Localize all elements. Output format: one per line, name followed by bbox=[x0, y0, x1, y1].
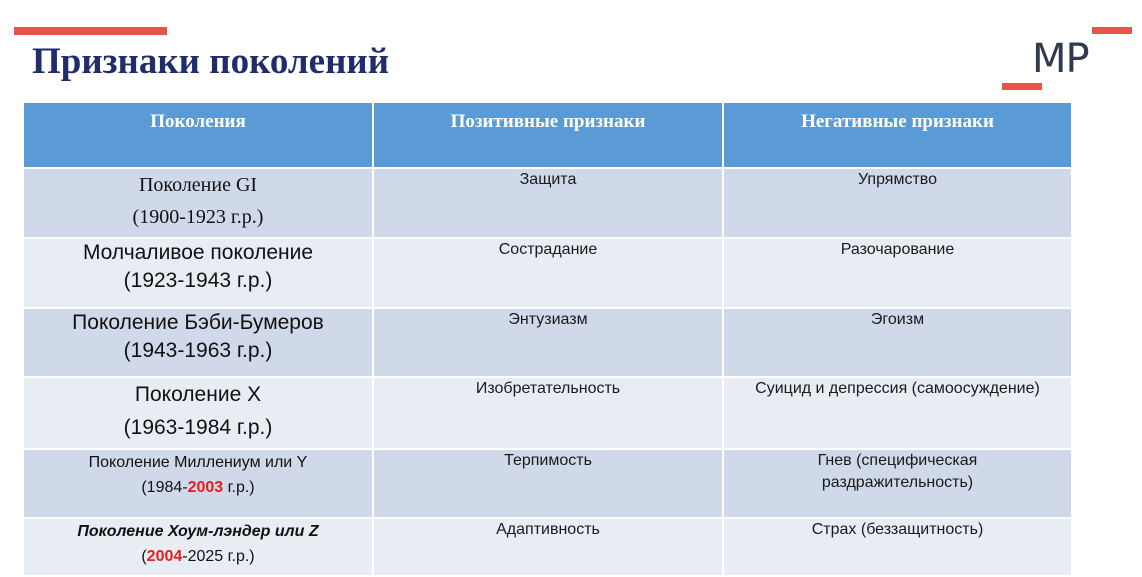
positive-trait: Адаптивность bbox=[373, 518, 723, 576]
logo-bar-top bbox=[1092, 27, 1132, 34]
table-row bbox=[23, 518, 1072, 576]
generation-years: (1900-1923 г.р.) bbox=[132, 206, 264, 228]
negative-trait-line1: Гнев (специфическая bbox=[817, 452, 978, 469]
negative-trait-line2: раздражительность) bbox=[821, 474, 974, 492]
negative-trait bbox=[723, 449, 1072, 518]
logo-bar-bottom bbox=[1002, 83, 1042, 90]
logo-text: МР bbox=[1032, 36, 1089, 82]
positive-trait: Изобретательность bbox=[373, 377, 723, 449]
generation-cell bbox=[23, 377, 373, 449]
header-positive: Позитивные признаки bbox=[373, 102, 723, 168]
negative-trait: Эгоизм bbox=[723, 308, 1072, 377]
table-header-row bbox=[23, 102, 1072, 168]
generation-cell bbox=[23, 168, 373, 238]
generation-name: Молчаливое поколение bbox=[82, 241, 314, 264]
generation-name: Поколение Бэби-Бумеров bbox=[72, 311, 324, 334]
table-row bbox=[23, 377, 1072, 449]
negative-trait: Разочарование bbox=[723, 238, 1072, 308]
negative-trait: Упрямство bbox=[723, 168, 1072, 238]
generation-cell bbox=[23, 518, 373, 576]
years-prefix: ( bbox=[141, 548, 147, 565]
generation-name: Поколение Хоум-лэндер или Z bbox=[77, 523, 319, 540]
negative-trait: Суицид и депрессия (самоосуждение) bbox=[723, 377, 1072, 449]
generation-years bbox=[24, 544, 372, 569]
generation-years: (1963-1984 г.р.) bbox=[123, 416, 273, 439]
positive-trait: Сострадание bbox=[373, 238, 723, 308]
years-highlight: 2004 bbox=[146, 548, 183, 565]
generation-cell bbox=[23, 308, 373, 377]
accent-bar-left bbox=[14, 27, 167, 35]
years-suffix: -2025 г.р.) bbox=[182, 548, 255, 565]
table-row bbox=[23, 449, 1072, 518]
slide-title: Признаки поколений bbox=[32, 41, 390, 82]
table-row bbox=[23, 238, 1072, 308]
generation-name: Поколение Миллениум или Y bbox=[88, 454, 308, 471]
generation-years: (1943-1963 г.р.) bbox=[123, 339, 273, 362]
table-row bbox=[23, 168, 1072, 238]
generations-table bbox=[22, 101, 1073, 577]
positive-trait: Защита bbox=[373, 168, 723, 238]
generation-years: (1923-1943 г.р.) bbox=[123, 269, 273, 292]
table-row bbox=[23, 308, 1072, 377]
years-prefix: (1984- bbox=[141, 479, 188, 496]
mr-logo bbox=[1002, 24, 1132, 92]
years-highlight: 2003 bbox=[187, 479, 224, 496]
generation-name: Поколение GI bbox=[138, 174, 258, 196]
generation-cell bbox=[23, 238, 373, 308]
generation-name: Поколение Х bbox=[134, 383, 262, 406]
header-generations: Поколения bbox=[23, 102, 373, 168]
years-suffix: г.р.) bbox=[223, 479, 255, 496]
negative-trait: Страх (беззащитность) bbox=[723, 518, 1072, 576]
generation-years bbox=[24, 475, 372, 500]
positive-trait: Энтузиазм bbox=[373, 308, 723, 377]
generation-cell bbox=[23, 449, 373, 518]
header-negative: Негативные признаки bbox=[723, 102, 1072, 168]
positive-trait: Терпимость bbox=[373, 449, 723, 518]
